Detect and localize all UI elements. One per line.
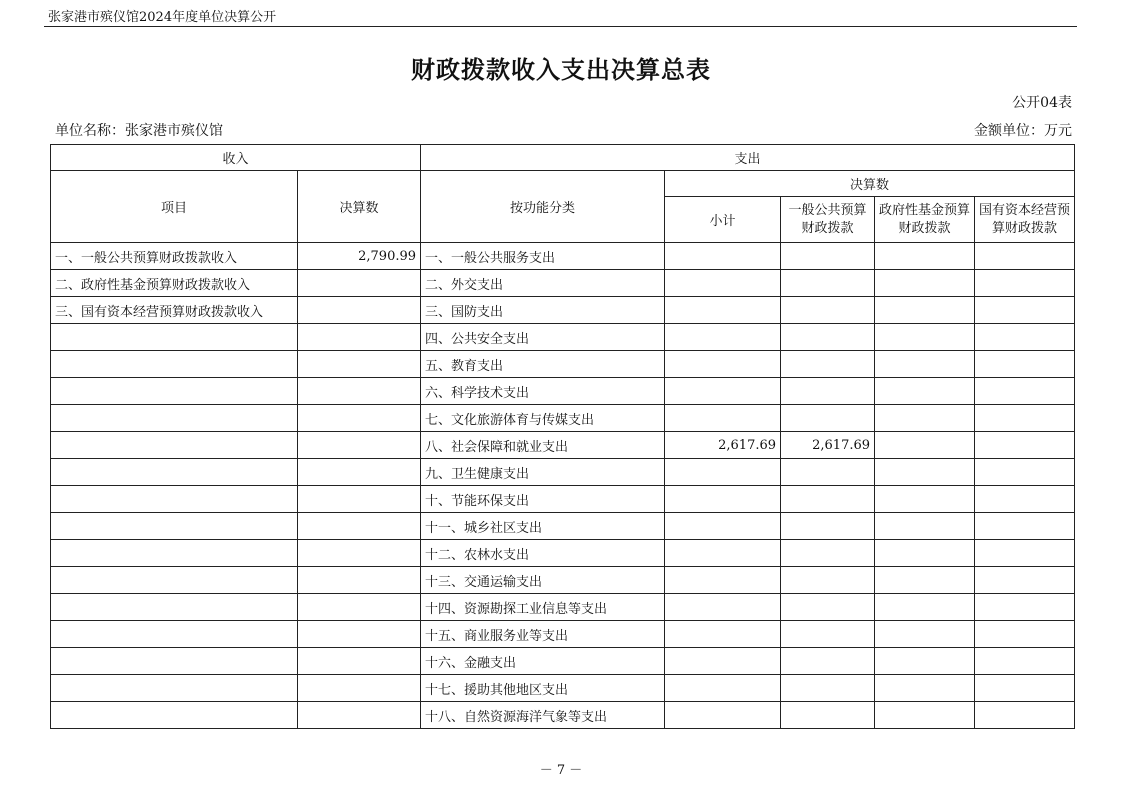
general-budget-cell <box>781 702 875 729</box>
subtotal-cell <box>665 243 781 270</box>
subtotal-cell <box>665 567 781 594</box>
state-capital-cell <box>975 270 1075 297</box>
income-amount-cell <box>298 513 421 540</box>
expense-item-cell: 六、科学技术支出 <box>421 378 665 405</box>
unit-name: 单位名称：张家港市殡仪馆 <box>55 123 223 139</box>
general-budget-cell <box>781 648 875 675</box>
gov-fund-cell <box>875 486 975 513</box>
general-budget-cell <box>781 567 875 594</box>
income-amount-cell <box>298 378 421 405</box>
subtotal-cell <box>665 621 781 648</box>
state-capital-cell <box>975 405 1075 432</box>
income-item-cell <box>51 540 298 567</box>
header-subtotal: 小计 <box>665 197 781 243</box>
state-capital-cell <box>975 594 1075 621</box>
state-capital-cell <box>975 486 1075 513</box>
page-title: 财政拨款收入支出决算总表 <box>411 55 711 84</box>
table-row <box>51 513 1075 540</box>
general-budget-cell <box>781 351 875 378</box>
gov-fund-cell <box>875 297 975 324</box>
income-amount-cell <box>298 270 421 297</box>
income-item-cell <box>51 459 298 486</box>
gov-fund-cell <box>875 243 975 270</box>
header-divider <box>44 26 1077 27</box>
subtotal-cell <box>665 459 781 486</box>
state-capital-cell <box>975 459 1075 486</box>
table-number: 公开04表 <box>1012 95 1072 111</box>
table-row <box>51 648 1075 675</box>
expense-item-cell: 十、节能环保支出 <box>421 486 665 513</box>
gov-fund-cell <box>875 513 975 540</box>
expense-item-cell: 十三、交通运输支出 <box>421 567 665 594</box>
table-row <box>51 405 1075 432</box>
subtotal-cell <box>665 675 781 702</box>
expense-item-cell: 七、文化旅游体育与传媒支出 <box>421 405 665 432</box>
income-amount-cell <box>298 702 421 729</box>
general-budget-cell <box>781 270 875 297</box>
table-row <box>51 270 1075 297</box>
header-general-budget: 一般公共预算财政拨款 <box>781 197 875 243</box>
header-item: 项目 <box>51 171 298 243</box>
gov-fund-cell <box>875 270 975 297</box>
general-budget-cell <box>781 324 875 351</box>
income-amount-cell <box>298 675 421 702</box>
gov-fund-cell <box>875 621 975 648</box>
subtotal-cell <box>665 270 781 297</box>
state-capital-cell <box>975 297 1075 324</box>
header-expense: 支出 <box>421 145 1075 171</box>
table-row <box>51 459 1075 486</box>
income-item-cell: 一、一般公共预算财政拨款收入 <box>51 243 298 270</box>
table-row <box>51 540 1075 567</box>
subtotal-cell: 2,617.69 <box>665 432 781 459</box>
general-budget-cell <box>781 486 875 513</box>
expense-item-cell: 十六、金融支出 <box>421 648 665 675</box>
income-item-cell <box>51 432 298 459</box>
page-number: － 7 － <box>539 763 583 778</box>
income-item-cell <box>51 378 298 405</box>
table-row <box>51 675 1075 702</box>
general-budget-cell <box>781 675 875 702</box>
general-budget-cell: 2,617.69 <box>781 432 875 459</box>
income-amount-cell <box>298 540 421 567</box>
expense-item-cell: 二、外交支出 <box>421 270 665 297</box>
expense-item-cell: 八、社会保障和就业支出 <box>421 432 665 459</box>
gov-fund-cell <box>875 378 975 405</box>
subtotal-cell <box>665 513 781 540</box>
header-income: 收入 <box>51 145 421 171</box>
state-capital-cell <box>975 378 1075 405</box>
table-row <box>51 594 1075 621</box>
state-capital-cell <box>975 432 1075 459</box>
income-amount-cell <box>298 621 421 648</box>
expense-item-cell: 九、卫生健康支出 <box>421 459 665 486</box>
expense-item-cell: 四、公共安全支出 <box>421 324 665 351</box>
subtotal-cell <box>665 702 781 729</box>
expense-item-cell: 十五、商业服务业等支出 <box>421 621 665 648</box>
expense-item-cell: 十一、城乡社区支出 <box>421 513 665 540</box>
state-capital-cell <box>975 567 1075 594</box>
income-item-cell <box>51 405 298 432</box>
header-by-function: 按功能分类 <box>421 171 665 243</box>
income-amount-cell <box>298 459 421 486</box>
income-amount-cell <box>298 405 421 432</box>
gov-fund-cell <box>875 675 975 702</box>
budget-table <box>50 144 1075 729</box>
general-budget-cell <box>781 540 875 567</box>
subtotal-cell <box>665 324 781 351</box>
income-amount-cell <box>298 594 421 621</box>
table-row <box>51 324 1075 351</box>
table-row <box>51 567 1075 594</box>
header-gov-fund: 政府性基金预算财政拨款 <box>875 197 975 243</box>
expense-item-cell: 十八、自然资源海洋气象等支出 <box>421 702 665 729</box>
header-amount: 决算数 <box>298 171 421 243</box>
gov-fund-cell <box>875 648 975 675</box>
income-amount-cell <box>298 567 421 594</box>
general-budget-cell <box>781 621 875 648</box>
gov-fund-cell <box>875 324 975 351</box>
income-item-cell <box>51 594 298 621</box>
expense-item-cell: 十四、资源勘探工业信息等支出 <box>421 594 665 621</box>
income-amount-cell <box>298 324 421 351</box>
gov-fund-cell <box>875 702 975 729</box>
table-row <box>51 621 1075 648</box>
gov-fund-cell <box>875 459 975 486</box>
general-budget-cell <box>781 594 875 621</box>
general-budget-cell <box>781 378 875 405</box>
income-item-cell <box>51 675 298 702</box>
income-item-cell <box>51 351 298 378</box>
document-header: 张家港市殡仪馆2024年度单位决算公开 <box>48 10 277 25</box>
income-item-cell <box>51 702 298 729</box>
gov-fund-cell <box>875 594 975 621</box>
expense-item-cell: 一、一般公共服务支出 <box>421 243 665 270</box>
table-row <box>51 432 1075 459</box>
header-state-capital: 国有资本经营预算财政拨款 <box>975 197 1075 243</box>
table-row <box>51 243 1075 270</box>
income-item-cell <box>51 648 298 675</box>
income-item-cell <box>51 621 298 648</box>
income-item-cell <box>51 486 298 513</box>
income-amount-cell <box>298 297 421 324</box>
income-item-cell <box>51 567 298 594</box>
money-unit: 金额单位：万元 <box>974 123 1072 139</box>
state-capital-cell <box>975 621 1075 648</box>
subtotal-cell <box>665 486 781 513</box>
table-row <box>51 351 1075 378</box>
state-capital-cell <box>975 648 1075 675</box>
general-budget-cell <box>781 459 875 486</box>
subtotal-cell <box>665 594 781 621</box>
table-row <box>51 702 1075 729</box>
header-final-amount: 决算数 <box>665 171 1075 197</box>
income-amount-cell: 2,790.99 <box>298 243 421 270</box>
subtotal-cell <box>665 405 781 432</box>
income-amount-cell <box>298 432 421 459</box>
income-amount-cell <box>298 351 421 378</box>
table-row <box>51 486 1075 513</box>
table-row <box>51 297 1075 324</box>
gov-fund-cell <box>875 567 975 594</box>
subtotal-cell <box>665 378 781 405</box>
table-row <box>51 378 1075 405</box>
subtotal-cell <box>665 540 781 567</box>
expense-item-cell: 五、教育支出 <box>421 351 665 378</box>
income-item-cell: 二、政府性基金预算财政拨款收入 <box>51 270 298 297</box>
state-capital-cell <box>975 675 1075 702</box>
general-budget-cell <box>781 405 875 432</box>
state-capital-cell <box>975 540 1075 567</box>
general-budget-cell <box>781 297 875 324</box>
general-budget-cell <box>781 513 875 540</box>
state-capital-cell <box>975 324 1075 351</box>
state-capital-cell <box>975 243 1075 270</box>
gov-fund-cell <box>875 432 975 459</box>
subtotal-cell <box>665 297 781 324</box>
income-item-cell <box>51 324 298 351</box>
state-capital-cell <box>975 513 1075 540</box>
expense-item-cell: 十七、援助其他地区支出 <box>421 675 665 702</box>
income-amount-cell <box>298 486 421 513</box>
expense-item-cell: 十二、农林水支出 <box>421 540 665 567</box>
general-budget-cell <box>781 243 875 270</box>
state-capital-cell <box>975 702 1075 729</box>
income-item-cell <box>51 513 298 540</box>
income-amount-cell <box>298 648 421 675</box>
gov-fund-cell <box>875 540 975 567</box>
gov-fund-cell <box>875 351 975 378</box>
income-item-cell: 三、国有资本经营预算财政拨款收入 <box>51 297 298 324</box>
state-capital-cell <box>975 351 1075 378</box>
subtotal-cell <box>665 351 781 378</box>
expense-item-cell: 三、国防支出 <box>421 297 665 324</box>
subtotal-cell <box>665 648 781 675</box>
gov-fund-cell <box>875 405 975 432</box>
